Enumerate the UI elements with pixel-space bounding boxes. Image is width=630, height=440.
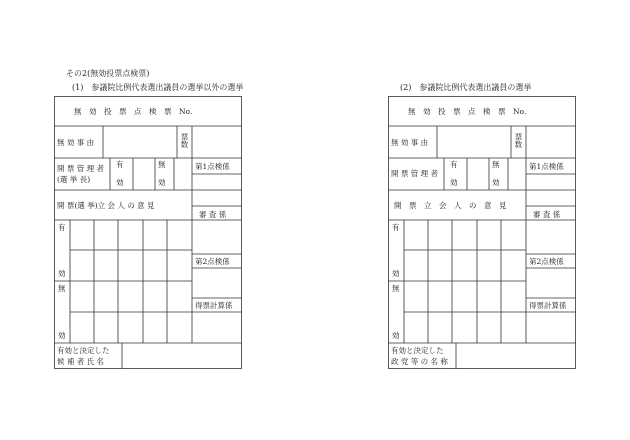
form1-valid-label-b: 効 bbox=[116, 178, 124, 187]
form2-left-valid-b: 効 bbox=[392, 269, 400, 278]
form1-checker2-label: 第2点検係 bbox=[195, 257, 230, 266]
form1-manager-label-2: (選 挙 長) bbox=[57, 175, 91, 184]
form1-witness-label: 開 票(選 挙)立 会 人 の 意 見 bbox=[57, 201, 155, 210]
form1-manager-label-1: 開 票 管 理 者 bbox=[57, 164, 105, 173]
form2-witness-label: 開 票 立 会 人 の 意 見 bbox=[394, 201, 507, 210]
form1-invalid-label-a: 無 bbox=[158, 160, 166, 169]
form2-invalid-label-b: 効 bbox=[492, 178, 500, 187]
form2-reason-label: 無 効 事 由 bbox=[391, 138, 429, 147]
invalid-ballot-form-1 bbox=[54, 96, 242, 369]
invalid-ballot-form-2 bbox=[388, 96, 576, 369]
form1-title: (1) 参議院比例代表選出議員の選挙以外の選挙 bbox=[72, 83, 244, 92]
form2-checker2-label: 第2点検係 bbox=[529, 257, 564, 266]
form1-heading: 無 効 投 票 点 検 票 No. bbox=[74, 107, 193, 116]
form2-heading: 無 効 投 票 点 検 票 No. bbox=[408, 107, 527, 116]
form2-valid-label-a: 有 bbox=[450, 160, 458, 169]
form1-left-valid-b: 効 bbox=[58, 269, 66, 278]
form1-decided-label-2: 候 補 者 氏 名 bbox=[57, 357, 105, 366]
form2-left-invalid-a: 無 bbox=[392, 284, 400, 293]
form2-manager-label-1: 開 票 管 理 者 bbox=[391, 169, 439, 178]
form1-checker1-label: 第1点検係 bbox=[195, 162, 230, 171]
form2-invalid-label-a: 無 bbox=[492, 160, 500, 169]
form1-invalid-label-b: 効 bbox=[158, 178, 166, 187]
form1-tally-label: 得票計算係 bbox=[195, 301, 233, 310]
form1-decided-label-1: 有効と決定した bbox=[57, 346, 110, 355]
form2-left-invalid-b: 効 bbox=[392, 331, 400, 340]
form1-reason-label: 無 効 事 由 bbox=[57, 138, 95, 147]
form1-review-label: 審 査 係 bbox=[199, 210, 227, 219]
form2-review-label: 審 査 係 bbox=[533, 210, 561, 219]
form1-vote-count-label: 票数 bbox=[180, 133, 189, 148]
form2-vote-count-label: 票数 bbox=[514, 133, 523, 148]
form2-decided-label-2: 政 党 等 の 名 称 bbox=[391, 357, 448, 366]
form1-left-invalid-a: 無 bbox=[58, 284, 66, 293]
form2-valid-label-b: 効 bbox=[450, 178, 458, 187]
form1-left-valid-a: 有 bbox=[58, 223, 66, 232]
form2-grid bbox=[388, 96, 576, 369]
form2-left-valid-a: 有 bbox=[392, 223, 400, 232]
form1-valid-label-a: 有 bbox=[116, 160, 124, 169]
form2-title: (2) 参議院比例代表選出議員の選挙 bbox=[400, 83, 532, 92]
form2-tally-label: 得票計算係 bbox=[529, 301, 567, 310]
form2-decided-label-1: 有効と決定した bbox=[391, 346, 444, 355]
form1-grid bbox=[54, 96, 242, 369]
form2-checker1-label: 第1点検係 bbox=[529, 162, 564, 171]
form1-left-invalid-b: 効 bbox=[58, 331, 66, 340]
page-caption: その2(無効投票点検票) bbox=[66, 69, 150, 78]
